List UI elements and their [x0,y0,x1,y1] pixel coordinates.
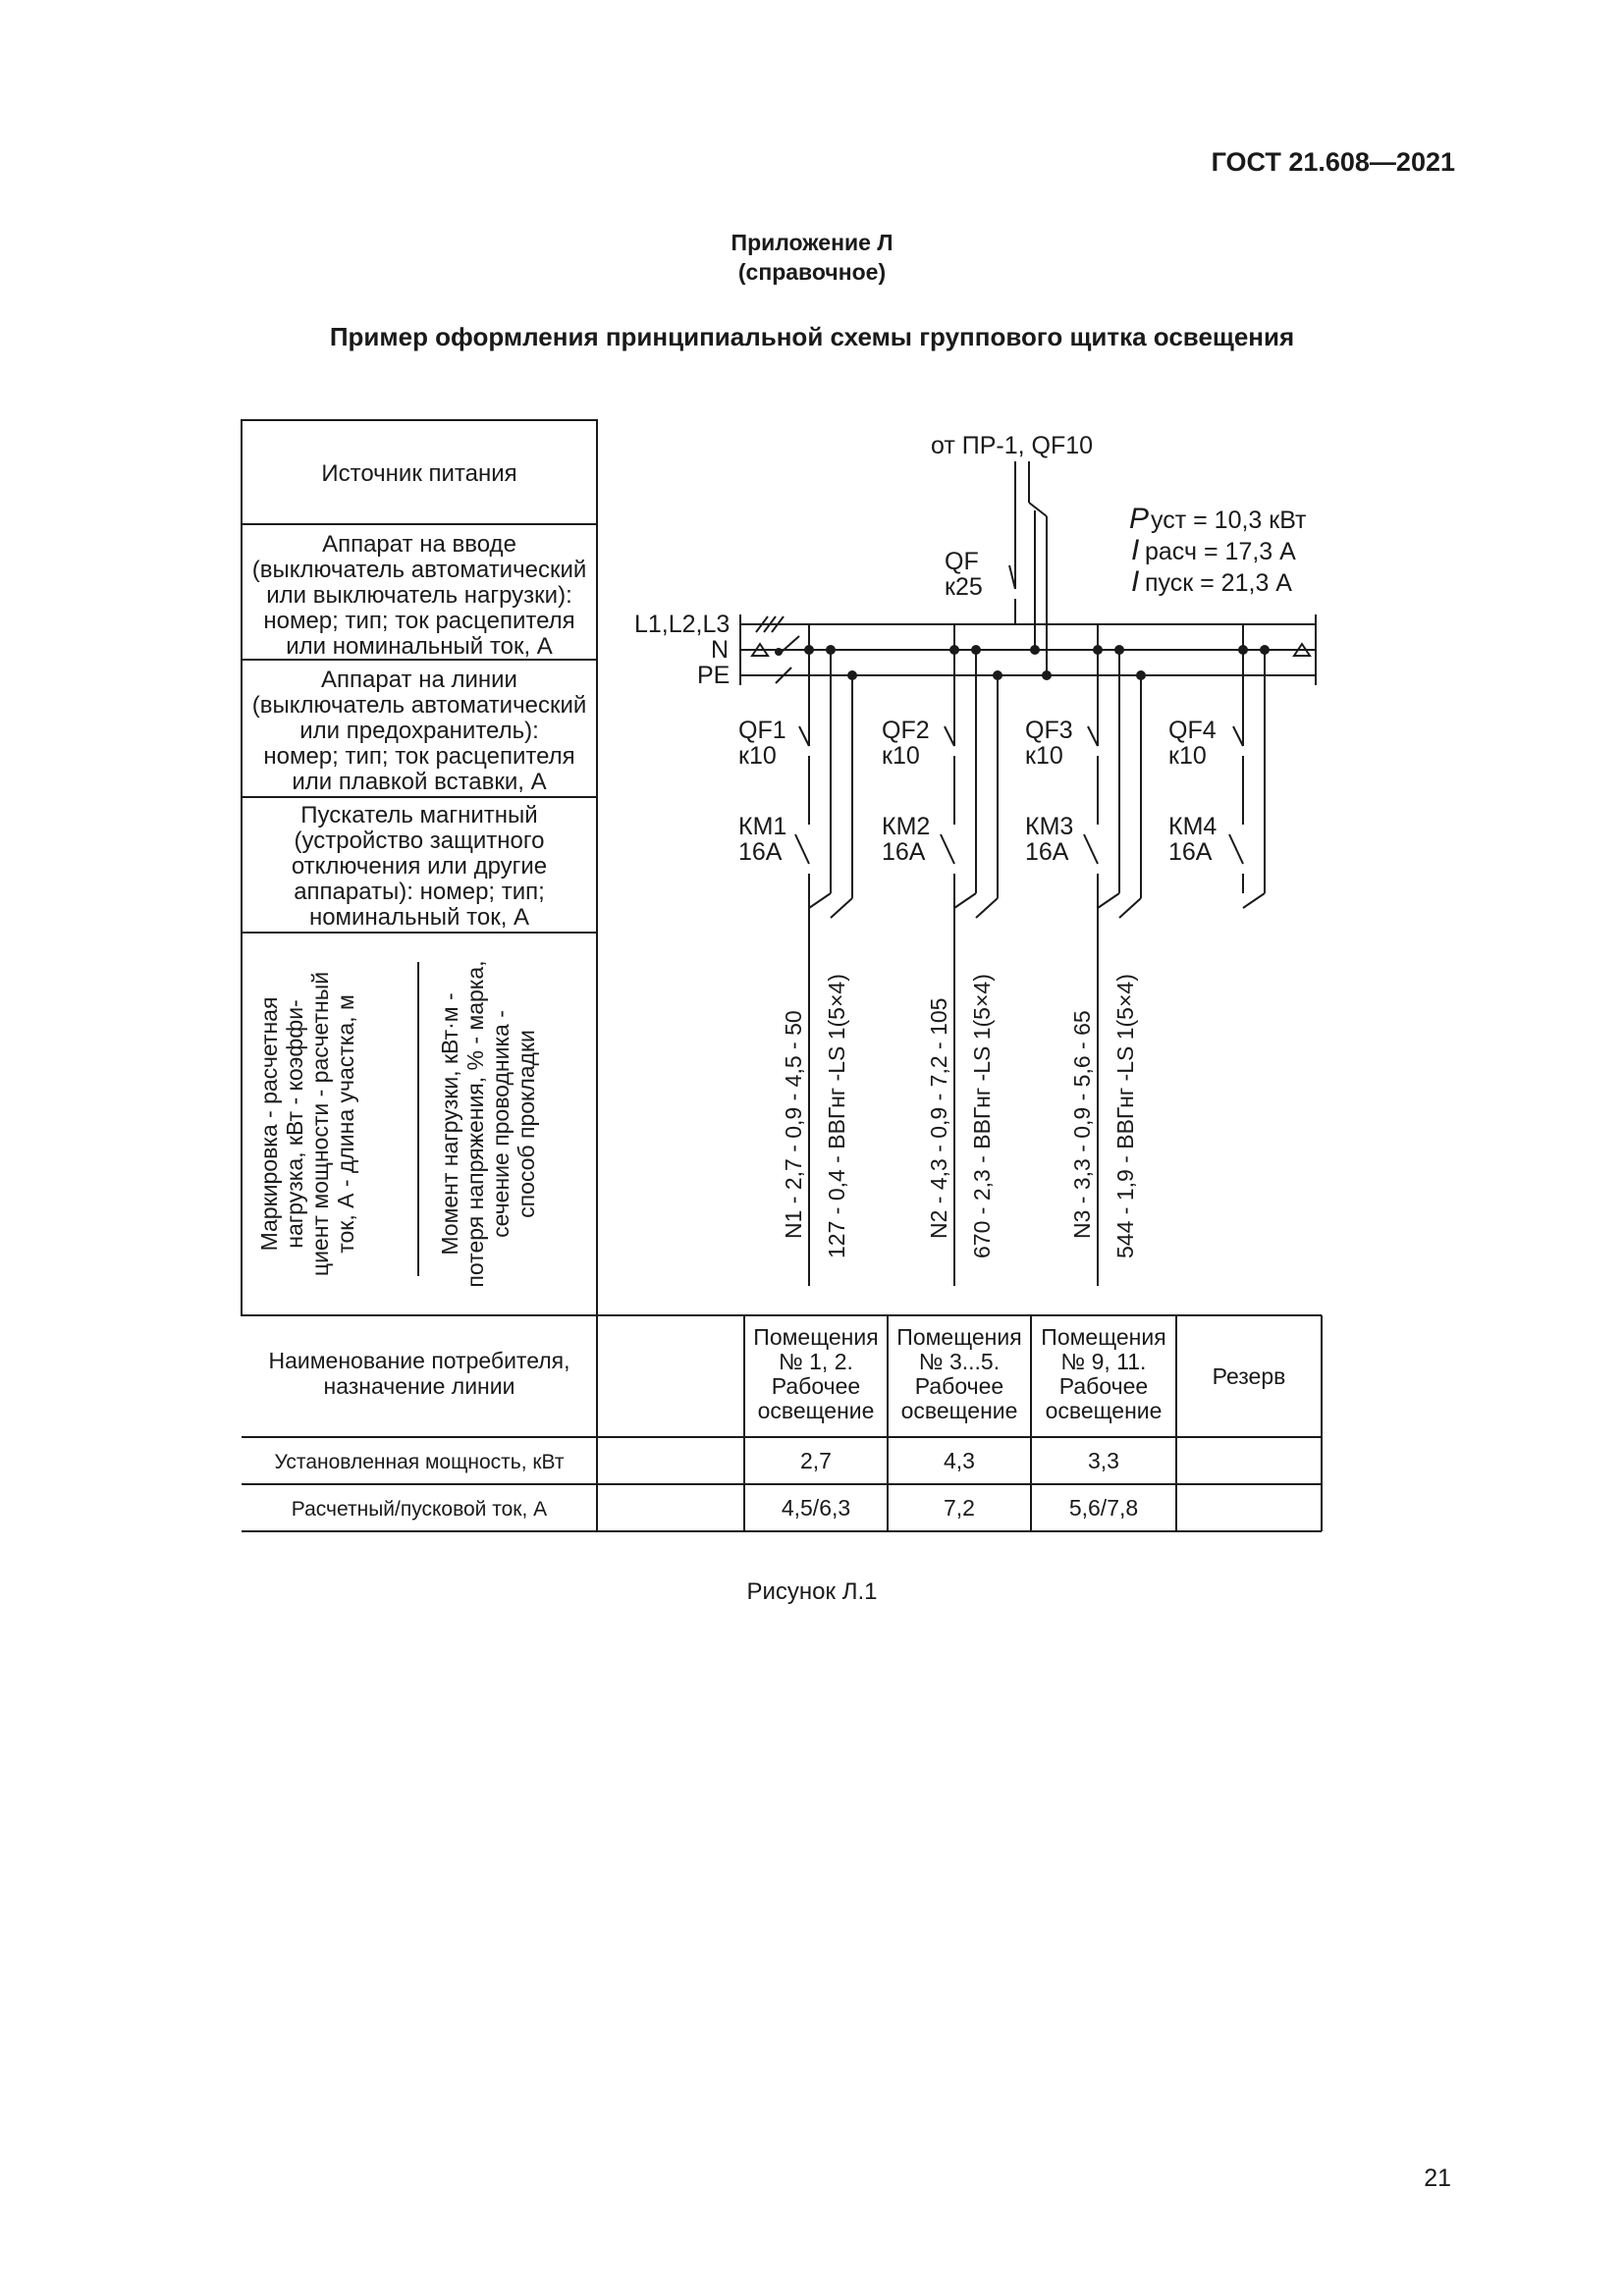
design-current-symbol: I [1131,534,1140,566]
installed-power-value: уст = 10,3 кВт [1151,507,1307,534]
line1-starter-rating: 16А [738,838,783,866]
label-starter-3: отключения или другие [291,853,548,880]
line1-breaker-type: к10 [738,742,777,770]
label-marking-2: нагрузка, кВт - коэффи- [282,999,307,1249]
line3-breaker-name: QF3 [1025,717,1073,744]
figure-title: Пример оформления принципиальной схемы группового щитка освещения [329,322,1295,351]
label-input-device-1: Аппарат на вводе [322,531,516,558]
line3-moment: 544 - 1,9 - ВВГнг -LS 1(5×4) [1112,974,1138,1258]
line1-moment: 127 - 0,4 - ВВГнг -LS 1(5×4) [824,974,849,1258]
consumer-3-line-2: № 9, 11. [1060,1349,1147,1374]
current-line-3: 5,6/7,8 [1068,1495,1139,1521]
label-starter-1: Пускатель магнитный [300,802,538,828]
installed-power-symbol: P [1129,503,1150,535]
label-line-device-4: номер; тип; ток расцепителя [263,743,575,770]
page-number: 21 [1424,2164,1451,2192]
consumer-1-line-2: № 1, 2. [779,1349,853,1374]
line4-starter-name: КМ4 [1168,813,1218,840]
label-input-device-4: номер; тип; ток расцепителя [263,608,575,634]
label-marking-4: ток, А - длина участка, м [333,994,358,1254]
consumer-3-line-3: Рабочее [1058,1373,1149,1399]
line1-breaker-name: QF1 [738,717,786,744]
figure-caption: Рисунок Л.1 [746,1578,878,1605]
label-input-device-5: или номинальный ток, А [286,633,553,660]
label-line-device-5: или плавкой вставки, А [292,769,547,795]
label-moment-4: способ прокладки [514,1030,539,1218]
line-cable-labels [781,974,1138,1258]
marking-legend [256,972,358,1276]
line-device-labels [738,717,1217,866]
line4-starter-rating: 16А [1168,838,1213,866]
power-line-1: 2,7 [800,1448,832,1473]
document-code: ГОСТ 21.608—2021 [1211,147,1455,177]
consumer-1-line-1: Помещения [753,1324,879,1350]
label-line-device-2: (выключатель автоматический [251,692,587,719]
line4-breaker-name: QF4 [1168,717,1217,744]
label-moment-1: Момент нагрузки, кВт·м - [437,992,462,1255]
bus-n-label: N [711,636,730,664]
consumer-2-line-1: Помещения [896,1324,1022,1350]
appendix-subtitle: (справочное) [737,259,887,285]
label-starter-2: (устройство защитного [294,828,545,854]
current-line-2: 7,2 [944,1495,975,1521]
line2-marking: N2 - 4,3 - 0,9 - 7,2 - 105 [926,997,951,1239]
row-label-power: Установленная мощность, кВт [274,1451,565,1473]
row-label-current: Расчетный/пусковой ток, А [291,1498,548,1521]
left-label-column [252,460,587,931]
label-power-source: Источник питания [321,460,517,487]
consumer-2-line-4: освещение [900,1398,1018,1423]
current-line-1: 4,5/6,3 [781,1495,851,1521]
consumer-2-line-2: № 3...5. [918,1349,1001,1374]
line2-starter-rating: 16А [882,838,926,866]
power-line-2: 4,3 [944,1448,975,1473]
bottom-table [268,1324,1285,1521]
label-moment-3: сечение проводника - [488,1010,514,1238]
line4-breaker-type: к10 [1168,742,1207,770]
consumer-1-line-4: освещение [757,1398,875,1423]
moment-legend [437,960,539,1287]
input-breaker-name: QF [945,548,979,575]
start-current-symbol: I [1131,565,1140,598]
label-marking-1: Маркировка - расчетная [256,996,282,1252]
line3-starter-name: КМ3 [1025,813,1074,840]
label-moment-2: потеря напряжения, % - марка, [462,960,488,1288]
label-starter-5: номинальный ток, А [308,904,530,931]
line3-marking: N3 - 3,3 - 0,9 - 5,6 - 65 [1069,1010,1095,1239]
consumer-3-line-4: освещение [1045,1398,1163,1423]
row-label-consumer-1: Наименование потребителя, [268,1348,570,1373]
start-current-value: пуск = 21,3 А [1145,569,1292,597]
row-label-consumer-2: назначение линии [323,1373,515,1399]
bus-pe-label: PE [697,662,731,689]
bus-phases-label: L1,L2,L3 [634,611,731,638]
line2-breaker-name: QF2 [882,717,930,744]
power-line-3: 3,3 [1088,1448,1119,1473]
line3-starter-rating: 16А [1025,838,1069,866]
label-line-device-1: Аппарат на линии [321,667,517,693]
consumer-3-line-1: Помещения [1041,1324,1166,1350]
label-input-device-2: (выключатель автоматический [251,557,587,583]
line1-marking: N1 - 2,7 - 0,9 - 4,5 - 50 [781,1010,806,1239]
consumer-1-line-3: Рабочее [771,1373,861,1399]
line2-moment: 670 - 2,3 - ВВГнг -LS 1(5×4) [969,974,995,1258]
design-current-value: расч = 17,3 А [1145,538,1296,565]
line1-starter-name: КМ1 [738,813,787,840]
line3-breaker-type: к10 [1025,742,1063,770]
label-starter-4: аппараты): номер; тип; [294,879,545,905]
label-line-device-3: или предохранитель): [299,718,539,744]
appendix-title: Приложение Л [731,230,893,255]
label-input-device-3: или выключатель нагрузки): [266,582,572,609]
consumer-2-line-3: Рабочее [914,1373,1004,1399]
line2-breaker-type: к10 [882,742,920,770]
input-breaker-type: к25 [945,573,983,601]
label-marking-3: циент мощности - расчетный [307,971,333,1277]
line2-starter-name: КМ2 [882,813,931,840]
supply-source-label: от ПР-1, QF10 [931,432,1094,459]
consumer-4-reserve: Резерв [1212,1363,1286,1389]
